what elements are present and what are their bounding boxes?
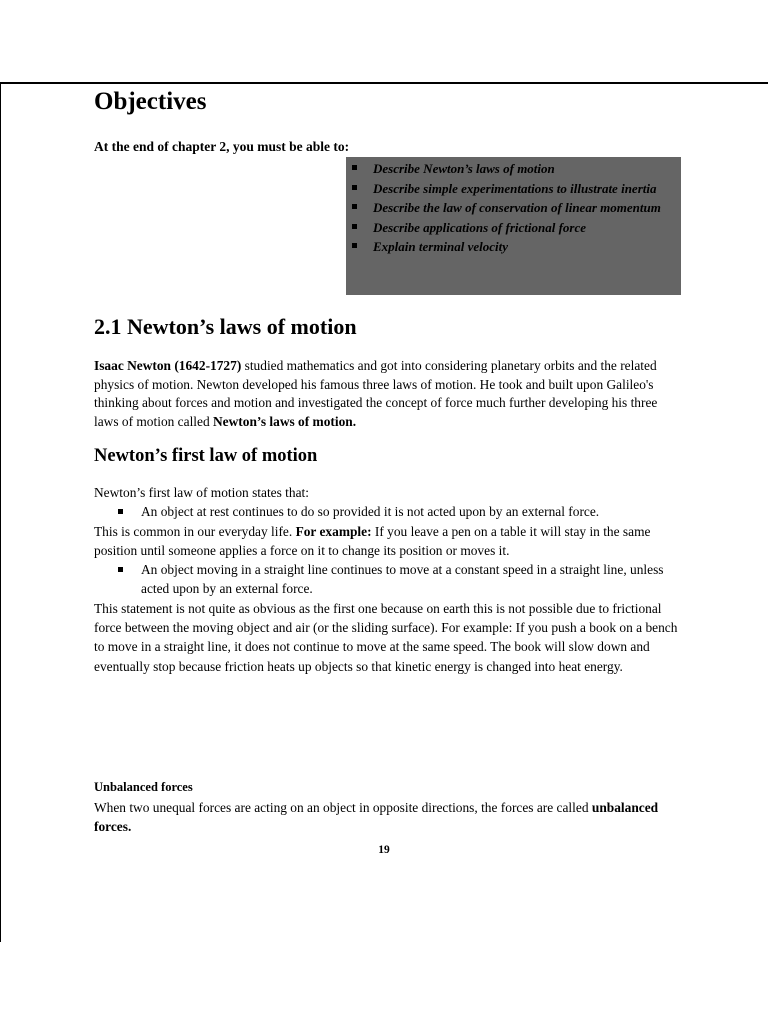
first-law-example-paragraph bbox=[94, 522, 684, 561]
objective-text: Describe simple experimentations to illustrate inertia bbox=[373, 180, 657, 196]
section-heading: 2.1 Newton’s laws of motion bbox=[94, 314, 357, 339]
first-law-heading: Newton’s first law of motion bbox=[94, 446, 318, 466]
unbalanced-term: unbalanced forces. bbox=[94, 799, 659, 834]
first-law-explanation: This statement is not quite as obvious as the first one because on earth this is not possible due to frictional force between the moving object and air (or the sliding surface). For example: If you push a book on a bench to move in a straight line, it does not continue to move at the same speed. The book will slow down and eventually stop because friction heats up objects so that kinetic energy is changed into heat energy. bbox=[94, 600, 678, 674]
objective-item bbox=[346, 179, 681, 199]
unbalanced-forces-heading: Unbalanced forces bbox=[94, 780, 193, 794]
example-label: For example: bbox=[295, 523, 372, 539]
square-bullet-icon bbox=[352, 243, 357, 248]
unbalanced-forces-text bbox=[94, 798, 684, 837]
objectives-intro: At the end of chapter 2, you must be able to: bbox=[94, 139, 350, 154]
page-left-border bbox=[0, 82, 1, 942]
square-bullet-icon bbox=[352, 204, 357, 209]
objective-item bbox=[346, 198, 681, 218]
objective-item bbox=[346, 237, 681, 257]
objective-text: Describe the law of conservation of linear momentum bbox=[373, 200, 661, 215]
objective-text: Explain terminal velocity bbox=[373, 239, 509, 254]
bullet-text: An object at rest continues to do so provided it is not acted upon by an external force. bbox=[141, 504, 600, 520]
square-bullet-icon bbox=[352, 185, 357, 190]
first-law-bullet bbox=[94, 560, 684, 599]
objectives-heading: Objectives bbox=[94, 88, 207, 115]
objectives-list bbox=[346, 159, 681, 257]
example-text: If you leave a pen on a table it will stay in the same position until someone applies a force on it to change its position or moves it. bbox=[94, 523, 651, 558]
newton-intro-text: studied mathematics and got into considering planetary orbits and the related physics of motion. Newton developed his famous three laws of motion. He took and built upon Galileo's thinking about forces and motion and investigated the concept of force much further developing his three laws of motion called bbox=[94, 358, 658, 429]
square-bullet-icon bbox=[352, 224, 357, 229]
unbalanced-forces-section bbox=[94, 778, 684, 837]
first-law-bullet bbox=[94, 502, 684, 521]
unbalanced-definition: When two unequal forces are acting on an object in opposite directions, the forces are called bbox=[94, 799, 592, 815]
page-top-border bbox=[0, 82, 768, 84]
square-bullet-icon bbox=[118, 509, 123, 514]
first-law-lead: Newton’s first law of motion states that: bbox=[94, 485, 309, 500]
objective-text: Describe applications of frictional force bbox=[373, 219, 587, 235]
newton-laws-term: Newton’s laws of motion. bbox=[213, 413, 357, 429]
page-number: 19 bbox=[378, 844, 390, 856]
objective-text: Describe Newton’s laws of motion bbox=[373, 161, 555, 176]
square-bullet-icon bbox=[352, 165, 357, 170]
objectives-box bbox=[346, 157, 681, 295]
objective-item bbox=[346, 218, 681, 238]
objective-item bbox=[346, 159, 681, 179]
bullet-text: An object moving in a straight line continues to move at a constant speed in a straight line, unless acted upon by an external force. bbox=[141, 562, 664, 597]
square-bullet-icon bbox=[118, 567, 123, 572]
newton-intro-paragraph bbox=[94, 357, 684, 431]
newton-name: Isaac Newton (1642-1727) bbox=[94, 358, 242, 373]
first-law-body bbox=[94, 483, 684, 676]
example-text: This is common in our everyday life. bbox=[94, 523, 296, 539]
